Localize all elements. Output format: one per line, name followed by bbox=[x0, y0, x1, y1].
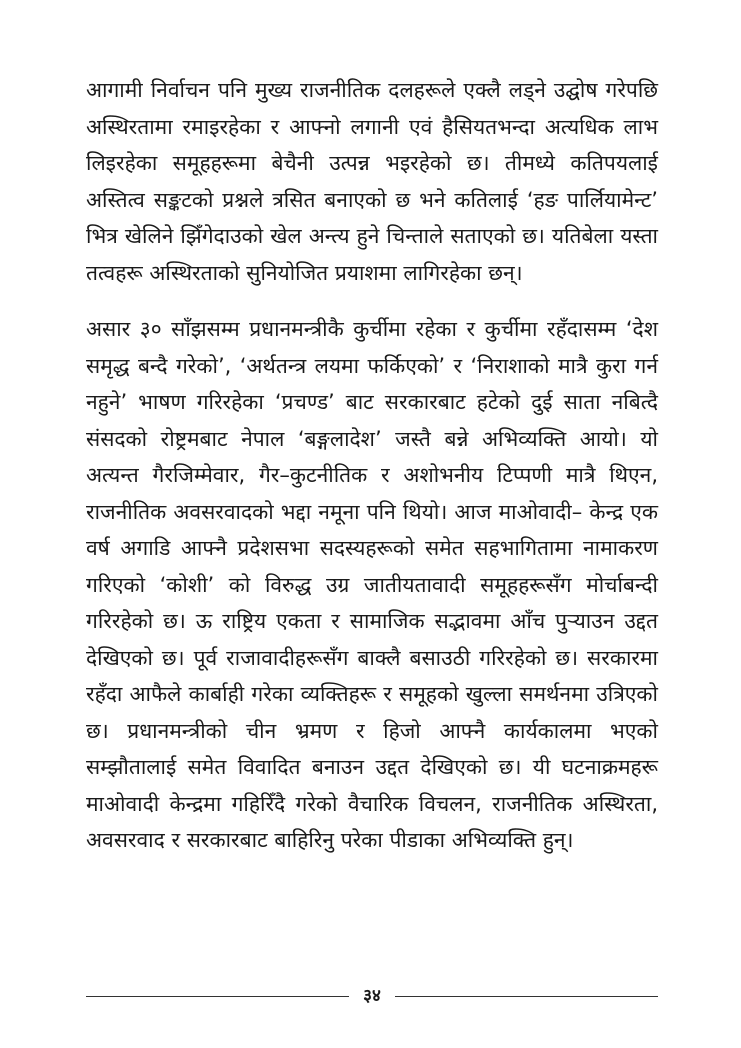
paragraph-1: आगामी निर्वाचन पनि मुख्य राजनीतिक दलहरूले एक्लै लड्ने उद्घोष गरेपछि अस्थिरतामा रमाइरहेका र आफ्नो लगानी एवं हैसियतभन्दा अत्यधिक लाभ लिइरहेका समूहहरूमा बेचैनी उत्पन्न भइरहेको छ। तीमध्ये कतिपयलाई अस्तित्व सङ्कटको प्रश्नले त्रसित बनाएको छ भने कतिलाई ‘हङ पार्लियामेन्ट’ भित्र खेलिने झिँगेदाउको खेल अन्त्य हुने चिन्ताले सताएको छ। यतिबेला यस्ता तत्वहरू अस्थिरताको सुनियोजित प्रयाशमा लागिरहेका छन्। bbox=[86, 78, 658, 285]
page-footer bbox=[86, 984, 658, 1008]
footer-rule-left bbox=[86, 996, 349, 997]
article-body bbox=[86, 72, 658, 859]
footer-rule-right bbox=[395, 996, 658, 997]
paragraph-2: असार ३० साँझसम्म प्रधानमन्त्रीकै कुर्चीमा रहेका र कुर्चीमा रहँदासम्म ‘देश समृद्ध बन्दै गरेको’, ‘अर्थतन्त्र लयमा फर्किएको’ र ‘निराशाको मात्रै कुरा गर्न नहुने’ भाषण गरिरहेका ‘प्रचण्ड’ बाट सरकारबाट हटेको दुई साता नबित्दै संसदको रोष्ट्रमबाट नेपाल ‘बङ्गलादेश’ जस्तै बन्ने अभिव्यक्ति आयो। यो अत्यन्त गैरजिम्मेवार, गैर–कुटनीतिक र अशोभनीय टिप्पणी मात्रै थिएन, राजनीतिक अवसरवादको भद्दा नमूना पनि थियो। आज माओवादी– केन्द्र एक वर्ष अगाडि आफ्नै प्रदेशसभा सदस्यहरूको समेत सहभागितामा नामाकरण गरिएको ‘कोशी’ को विरुद्ध उग्र जातीयतावादी समूहहरूसँग मोर्चाबन्दी गरिरहेको छ। ऊ राष्ट्रिय एकता र सामाजिक सद्भावमा आँच पुऱ्याउन उद्दत देखिएको छ। पूर्व राजावादीहरूसँग बाक्लै बसाउठी गरिरहेको छ। सरकारमा रहँदा आफैले कार्बाही गरेका व्यक्तिहरू र समूहको खुल्ला समर्थनमा उत्रिएको छ। प्रधानमन्त्रीको चीन भ्रमण र हिजो आफ्नै कार्यकालमा भएको सम्झौतालाई समेत विवादित बनाउन उद्दत देखिएको छ। यी घटनाक्रमहरू माओवादी केन्द्रमा गहिरिँदै गरेको वैचारिक विचलन, राजनीतिक अस्थिरता, अवसरवाद र सरकारबाट बाहिरिनु परेका पीडाका अभिव्यक्ति हुन्। bbox=[86, 317, 658, 852]
page-number: ३४ bbox=[363, 986, 381, 1006]
